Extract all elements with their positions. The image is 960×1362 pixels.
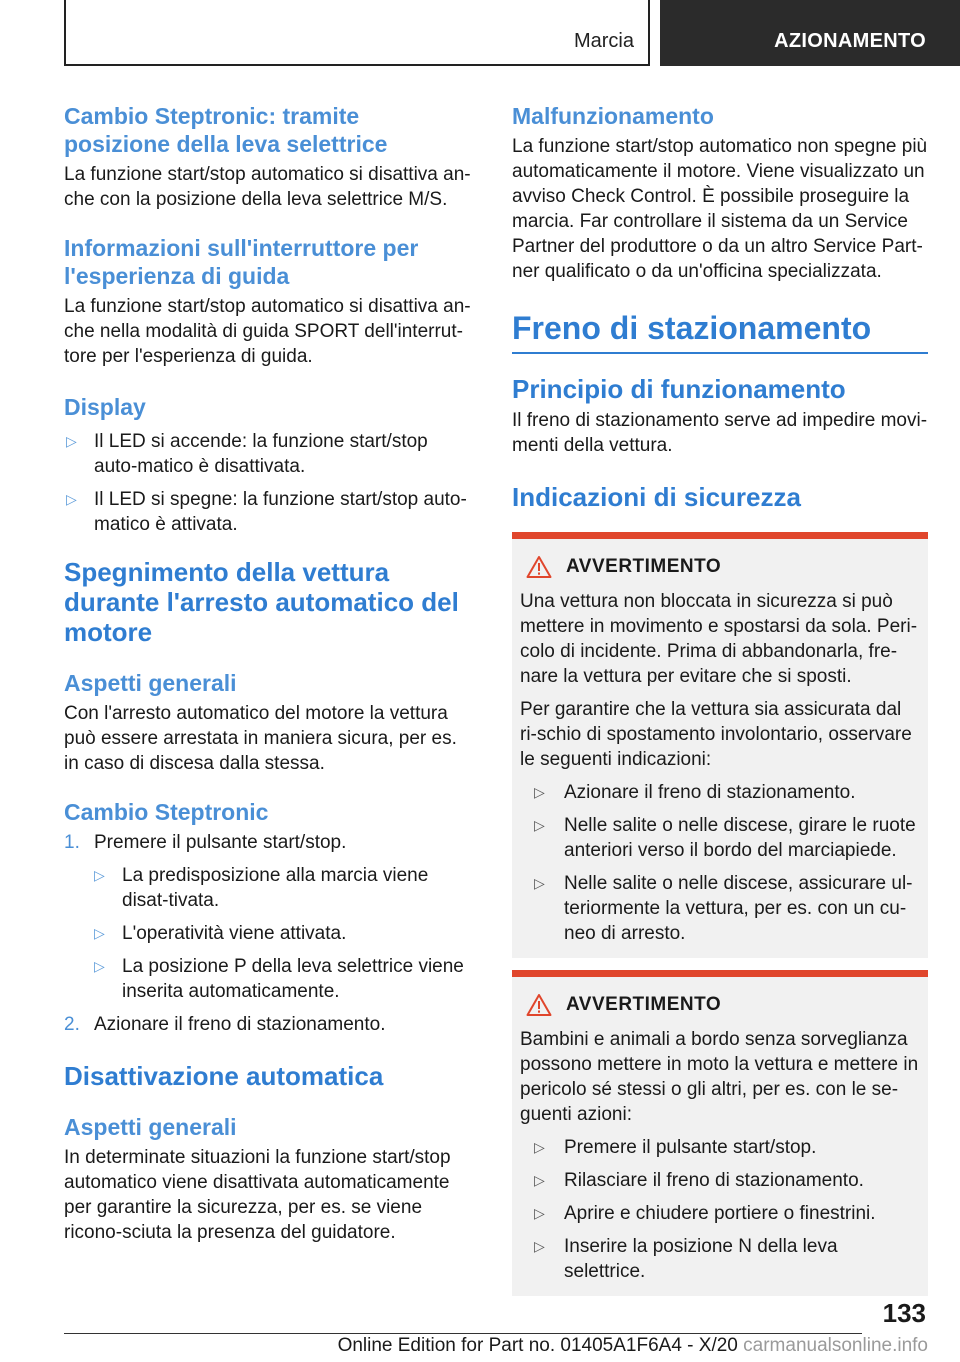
warning-title-1: AVVERTIMENTO <box>526 553 920 581</box>
text-general-aspects-2: In determinate situazioni la funzione start/stop automatico viene disattivata automaticamente per garantire la sicurezza, per es. se viene ricono-sciuta la presenza del guidatore. <box>64 1147 451 1243</box>
heading-auto-deactivation: Disattivazione automatica <box>64 1061 384 1091</box>
list-item: ▷ La posizione P della leva selettrice viene inserita automaticamente. <box>94 956 464 1002</box>
right-column <box>512 102 928 1296</box>
bullet-triangle-icon: ▷ <box>66 491 77 507</box>
list-item: ▷ Il LED si accende: la funzione start/stop auto-matico è disattivata. <box>66 431 428 477</box>
header-chapter-tab <box>660 0 960 66</box>
list-item: ▷ Rilasciare il freno di stazionamento. <box>534 1170 864 1191</box>
bullet-triangle-icon: ▷ <box>534 784 545 800</box>
warning-2-text: Bambini e animali a bordo senza sorveglianza possono mettere in moto la vettura e mettere in pericolo sé stessi o gli altri, per es. con le se-guenti azioni: <box>520 1029 919 1125</box>
warning-title-2: AVVERTIMENTO <box>526 991 920 1019</box>
heading-steptronic-position: Cambio Steptronic: tramite posizione della leva selettrice <box>64 103 388 157</box>
warning-1-text-2: Per garantire che la vettura sia assicurata dal ri-schio di spostamento involontario, osservare le seguenti indicazioni: <box>520 699 912 770</box>
bullet-triangle-icon: ▷ <box>534 1172 545 1188</box>
bullet-triangle-icon: ▷ <box>534 1205 545 1221</box>
warning-box-2 <box>512 970 928 1296</box>
heading-safety-notes: Indicazioni di sicurezza <box>512 482 801 512</box>
heading-malfunction: Malfunzionamento <box>512 103 714 129</box>
text-malfunction: La funzione start/stop automatico non spegne più automaticamente il motore. Viene visualizzato un avviso Check Control. È possibile proseguire la marcia. Far controllare il sistema da un Service Partner del produttore o da un altro Service Part-ner qualificato o da un'officina specializzata. <box>512 136 928 282</box>
text-driving-switch: La funzione start/stop automatico si disattiva an-che nella modalità di guida SPORT dell'interrut-tore per l'esperienza di guida. <box>64 296 471 367</box>
list-item: ▷ Inserire la posizione N della leva selettrice. <box>534 1236 838 1282</box>
bullet-triangle-icon: ▷ <box>66 433 77 449</box>
text-general-aspects-1: Con l'arresto automatico del motore la vettura può essere arrestata in maniera sicura, per es. in caso di discesa dalla stessa. <box>64 703 457 774</box>
footer-edition-text: Online Edition for Part no. 01405A1F6A4 - X/20 <box>337 1335 738 1356</box>
list-item: ▷ Premere il pulsante start/stop. <box>534 1137 817 1158</box>
list-item: ▷ La predisposizione alla marcia viene disat-tivata. <box>94 865 429 911</box>
section-title-parking-brake: Freno di stazionamento <box>512 308 928 354</box>
bullet-triangle-icon: ▷ <box>94 958 105 974</box>
list-item: ▷ Il LED si spegne: la funzione start/stop auto-matico è attivata. <box>66 489 467 535</box>
heading-driving-switch: Informazioni sull'interruttore per l'esperienza di guida <box>64 235 419 289</box>
warning-triangle-icon <box>526 555 552 579</box>
warning-box-1 <box>512 532 928 958</box>
left-column <box>64 102 476 1245</box>
header-section-tab <box>64 0 650 66</box>
heading-operating-principle: Principio di funzionamento <box>512 374 846 404</box>
list-item: ▷ Azionare il freno di stazionamento. <box>534 782 856 803</box>
footer-edition <box>64 1335 928 1357</box>
list-item: ▷ L'operatività viene attivata. <box>94 923 347 944</box>
warning-1-text: Una vettura non bloccata in sicurezza si può mettere in movimento e spostarsi da sola. Peri-colo di incidente. Prima di abbandonarla, fre-nare la vettura per evitare che si sposti. <box>520 591 918 687</box>
numbered-step: 1. Premere il pulsante start/stop. <box>64 832 347 853</box>
heading-steptronic: Cambio Steptronic <box>64 799 269 825</box>
footer-watermark: carmanualsonline.info <box>743 1335 928 1356</box>
text-steptronic-position: La funzione start/stop automatico si disattiva an-che con la posizione della leva selettrice M/S. <box>64 164 471 210</box>
bullet-triangle-icon: ▷ <box>94 867 105 883</box>
bullet-triangle-icon: ▷ <box>534 817 545 833</box>
numbered-step: 2. Azionare il freno di stazionamento. <box>64 1014 386 1035</box>
heading-general-aspects-2: Aspetti generali <box>64 1114 237 1140</box>
footer-rule <box>64 1333 862 1334</box>
bullet-triangle-icon: ▷ <box>94 925 105 941</box>
header-chapter-label: AZIONAMENTO <box>774 30 926 52</box>
header-section-label: Marcia <box>573 30 634 52</box>
bullet-triangle-icon: ▷ <box>534 1139 545 1155</box>
list-item: ▷ Aprire e chiudere portiere o finestrini. <box>534 1203 876 1224</box>
list-item: ▷ Nelle salite o nelle discese, girare le ruote anteriori verso il bordo del marciapiede. <box>534 815 916 861</box>
heading-general-aspects-1: Aspetti generali <box>64 670 237 696</box>
heading-display: Display <box>64 394 146 420</box>
heading-shutdown-during-auto-stop: Spegnimento della vettura durante l'arresto automatico del motore <box>64 557 459 647</box>
text-operating-principle: Il freno di stazionamento serve ad impedire movi-menti della vettura. <box>512 410 928 456</box>
warning-triangle-icon <box>526 993 552 1017</box>
list-item: ▷ Nelle salite o nelle discese, assicurare ul-teriormente la vettura, per es. con un cu-neo di arresto. <box>534 873 913 944</box>
bullet-triangle-icon: ▷ <box>534 875 545 891</box>
page-number: 133 <box>882 1298 926 1328</box>
bullet-triangle-icon: ▷ <box>534 1238 545 1254</box>
